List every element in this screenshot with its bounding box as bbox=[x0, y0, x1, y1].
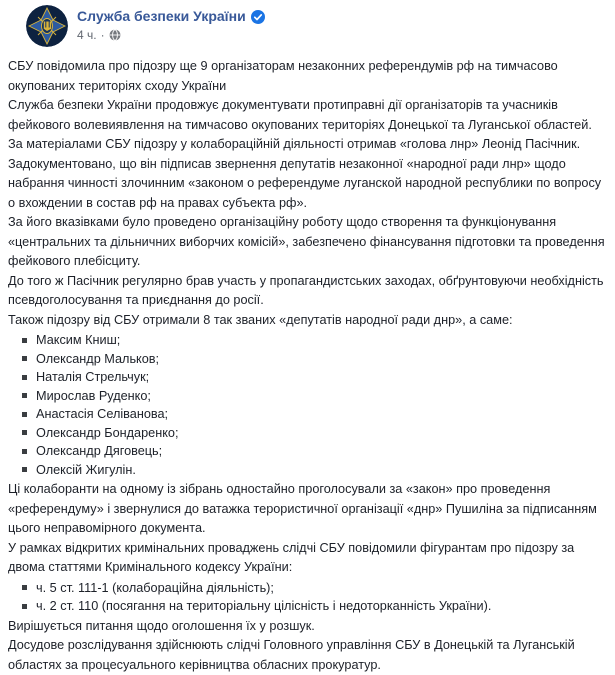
list-item: Максим Книш; bbox=[36, 331, 607, 350]
post-paragraph: До того ж Пасічник регулярно брав участь у пропагандистських заходах, обґрунтовуючи необхідність псевдоголосування та приєднання до росії. bbox=[8, 273, 604, 307]
list-item: Олександр Дяговець; bbox=[36, 442, 607, 461]
post-paragraph: СБУ повідомила про підозру ще 9 організаторам незаконних референдумів рф на тимчасово окупованих територіях сходу України bbox=[8, 59, 558, 93]
post-body bbox=[8, 57, 607, 675]
list-item: ч. 2 ст. 110 (посягання на територіальну цілісність і недоторканність України). bbox=[36, 597, 607, 616]
page-name-link[interactable]: Служба безпеки України bbox=[77, 8, 246, 24]
meta-separator: · bbox=[100, 28, 105, 42]
post-paragraph: У рамках відкритих кримінальних проваджень слідчі СБУ повідомили фігурантам про підозру за двома статтями Кримінального кодексу України: bbox=[8, 540, 575, 574]
verified-badge-icon bbox=[251, 10, 265, 24]
list-item: Олексій Жигулін. bbox=[36, 461, 607, 480]
post-paragraph: Також підозру від СБУ отримали 8 так званих «депутатів народної ради днр», а саме: bbox=[8, 312, 513, 327]
list-item: Олександр Бондаренко; bbox=[36, 424, 607, 443]
post-paragraph: Вирішується питання щодо оголошення їх у розшук. bbox=[8, 618, 315, 633]
post-timestamp[interactable]: 4 ч. bbox=[77, 28, 97, 42]
post-bullet-list bbox=[8, 331, 607, 479]
post-header-text bbox=[77, 5, 265, 42]
list-item: ч. 5 ст. 111-1 (колабораційна діяльність); bbox=[36, 579, 607, 598]
post-header bbox=[26, 0, 607, 52]
list-item: Мирослав Руденко; bbox=[36, 387, 607, 406]
globe-icon bbox=[109, 29, 121, 41]
post-paragraph: Задокументовано, що він підписав звернення депутатів незаконної «народної ради лнр» щодо набрання чинності злочинним «законом о референдуме луганской народной республики по вопросу о вхождении в состав рф на правах субъекта рф». bbox=[8, 156, 602, 210]
post-meta bbox=[77, 28, 265, 42]
post-paragraph: За його вказівками було проведено організаційну роботу щодо створення та функціонування «центральних та дільничних виборчих комісій», забезпечено фінансування підготовки та проведення фейкового плебісциту. bbox=[8, 215, 605, 268]
page-avatar[interactable] bbox=[26, 5, 68, 47]
post-paragraph: Досудове розслідування здійснюють слідчі Головного управління СБУ в Донецькій та Луганській областях за процесуального керівництва обласних прокуратур. bbox=[8, 638, 575, 672]
list-item: Анастасія Селіванова; bbox=[36, 405, 607, 424]
post-bullet-list bbox=[8, 579, 607, 616]
post-paragraph: Служба безпеки України продовжує документувати протиправні дії організаторів та учасників фейкового волевиявлення на тимчасово окупованих територіях Донецької та Луганської областей. bbox=[8, 98, 592, 132]
sbu-emblem-icon bbox=[26, 5, 68, 47]
post-paragraph: За матеріалами СБУ підозру у колабораційній діяльності отримав «голова лнр» Леонід Пасічник. bbox=[8, 137, 581, 151]
list-item: Олександр Мальков; bbox=[36, 350, 607, 369]
list-item: Наталія Стрельчук; bbox=[36, 368, 607, 387]
post-paragraph: Ці колаборанти на одному із зібрань одностайно проголосували за «закон» про проведення «референдуму» і звернулися до ватажка терористичної організації «днр» Пушиліна за підписанням цього неправомірного документа. bbox=[8, 482, 597, 535]
